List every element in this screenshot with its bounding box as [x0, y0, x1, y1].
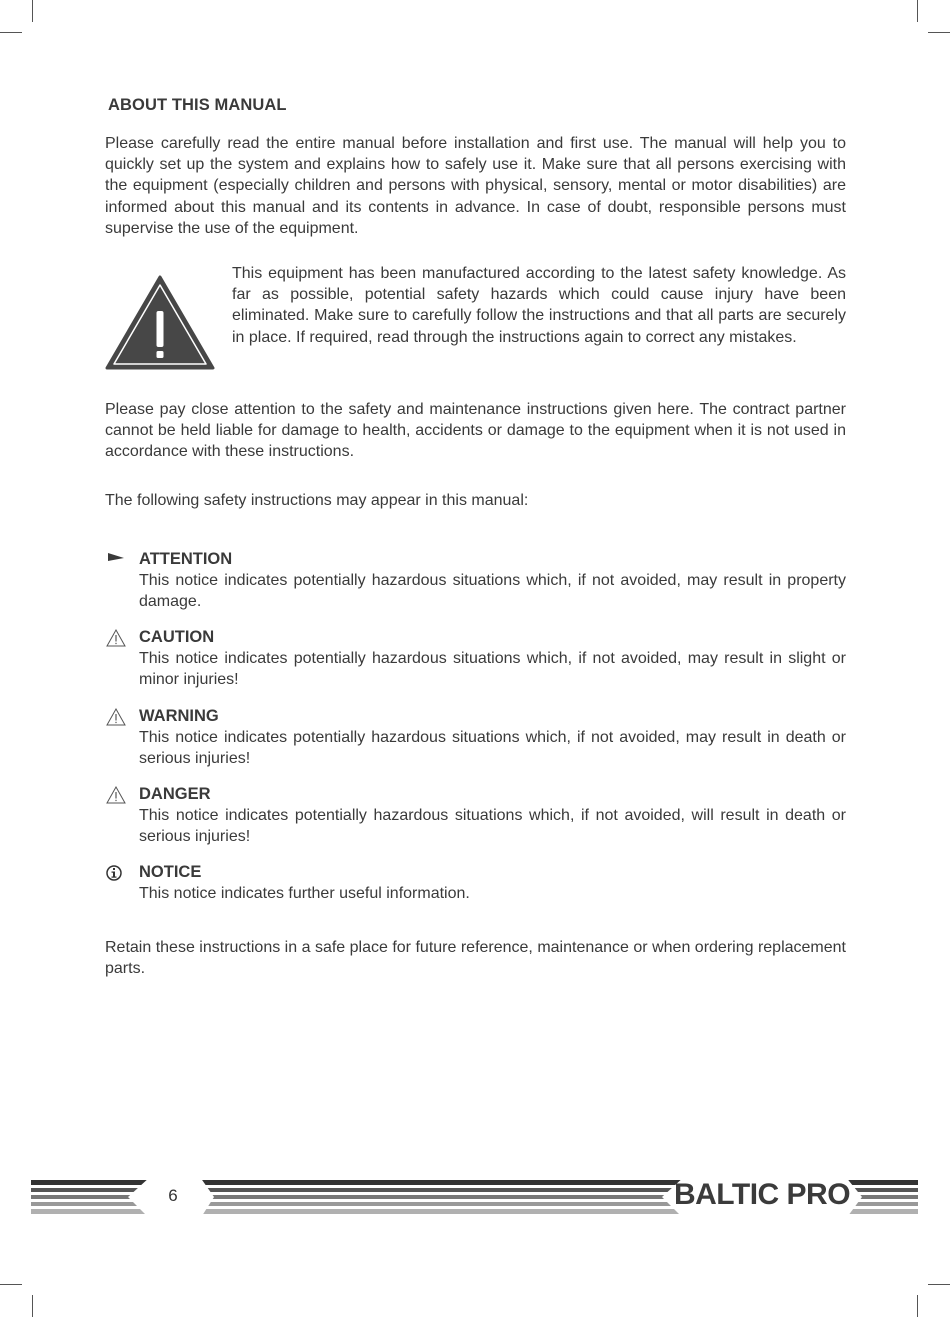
notice-text: This notice indicates potentially hazardous situations which, if not avoided, will result in death or serious injuries!: [139, 807, 846, 846]
notice-title: DANGER: [139, 785, 211, 804]
crop-mark: [0, 32, 22, 33]
liability-paragraph: Please pay close attention to the safety and maintenance instructions given here. The contract partner cannot be held liable for damage to health, accidents or damage to the equipment when it is not used in accordance with these instructions.: [105, 401, 846, 461]
notice-danger: [105, 784, 846, 847]
notice-list: [105, 549, 846, 905]
warning-triangle-icon: [105, 275, 215, 371]
brand-logo: BALTIC PRO: [673, 1178, 851, 1211]
page-heading: ABOUT THIS MANUAL: [108, 96, 287, 114]
list-intro: The following safety instructions may appear in this manual:: [105, 491, 529, 509]
safety-warning-text: This equipment has been manufactured according to the latest safety knowledge. As far as possible, potential safety hazards which could cause injury have been eliminated. Make sure to carefully follow the instructions and that all parts are securely in place. If required, read through the instructions again to correct any mistakes.: [232, 265, 846, 346]
notice-title: CAUTION: [139, 628, 215, 647]
notice-warning: [105, 706, 846, 769]
crop-mark: [928, 1284, 950, 1285]
crop-mark: [917, 1295, 918, 1317]
crop-mark: [917, 0, 918, 22]
crop-mark: [32, 0, 33, 22]
safety-warning-block: [105, 263, 846, 381]
notice-text: This notice indicates further useful information.: [139, 885, 470, 903]
closing-paragraph: Retain these instructions in a safe place for future reference, maintenance or when ordering replacement parts.: [105, 938, 846, 977]
manual-page: [105, 96, 846, 979]
notice-title: ATTENTION: [139, 549, 233, 568]
notice-text: This notice indicates potentially hazardous situations which, if not avoided, may result in slight or minor injuries!: [139, 650, 846, 689]
warning-triangle-icon: [105, 629, 127, 647]
notice-text: This notice indicates potentially hazardous situations which, if not avoided, may result in death or serious injuries!: [139, 728, 846, 767]
notice-title: NOTICE: [139, 863, 202, 882]
notice-caution: [105, 627, 846, 690]
notice-notice: [105, 862, 846, 904]
crop-mark: [32, 1295, 33, 1317]
intro-paragraph: Please carefully read the entire manual before installation and first use. The manual will help you to quickly set up the system and explains how to safely use it. Make sure that all persons exercising with the equipment (especially children and persons with physical, sensory, mental or motor disabilities) are informed about this manual and its contents in advance. In case of doubt, responsible persons must supervise the use of the equipment.: [105, 135, 846, 237]
page-number: 6: [168, 1186, 178, 1205]
notice-attention: [105, 549, 846, 612]
crop-mark: [0, 1284, 22, 1285]
warning-triangle-icon: [105, 708, 127, 726]
arrow-flag-icon: [105, 551, 127, 569]
notice-text: This notice indicates potentially hazardous situations which, if not avoided, may result in property damage.: [139, 571, 846, 611]
notice-title: WARNING: [139, 706, 219, 725]
crop-mark: [928, 32, 950, 33]
info-circle-icon: [105, 864, 127, 882]
warning-triangle-icon: [105, 786, 127, 804]
